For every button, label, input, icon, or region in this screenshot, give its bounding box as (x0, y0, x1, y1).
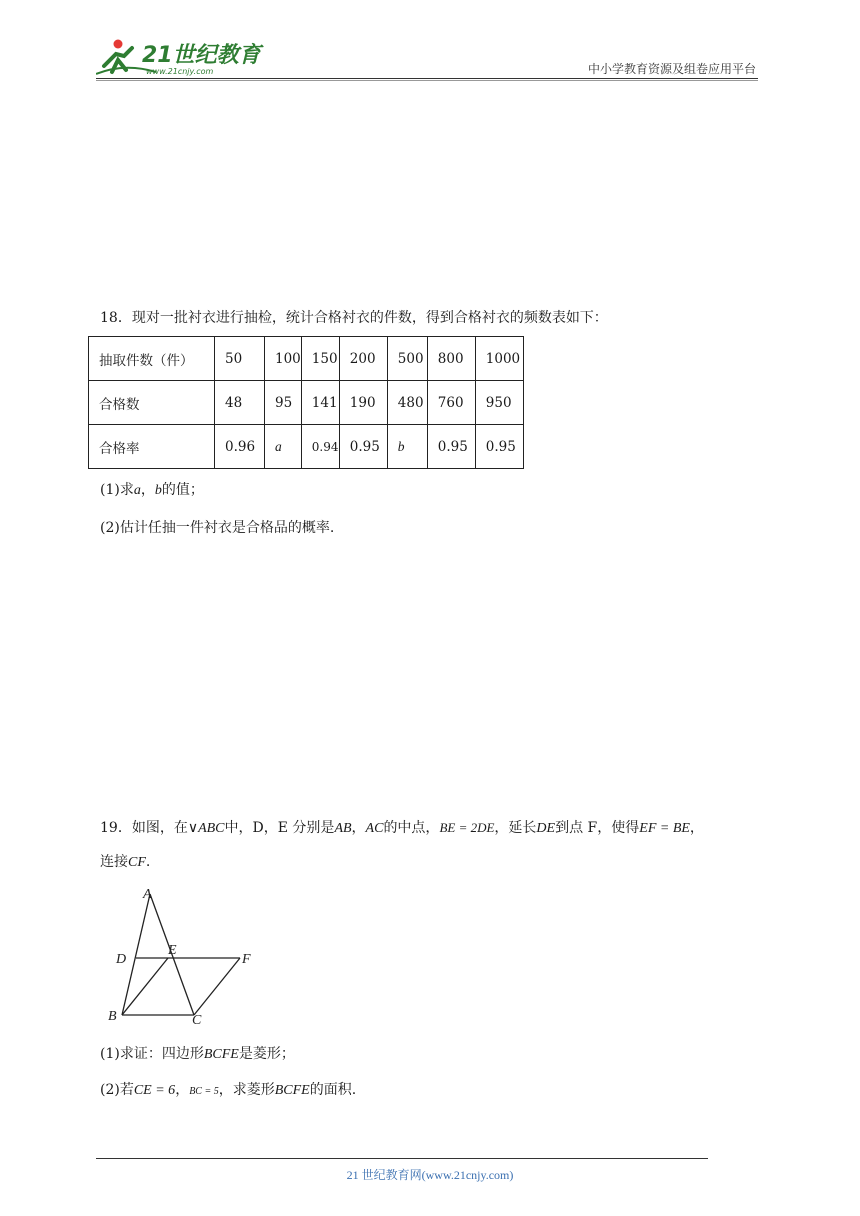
table-cell: 48 (215, 381, 265, 425)
site-logo (96, 36, 266, 76)
table-cell: 合格率 (89, 425, 215, 469)
table-cell: 50 (215, 337, 265, 381)
point-label-d: D (116, 952, 127, 967)
math: ∨ABC (187, 821, 225, 836)
table-cell: 800 (427, 337, 475, 381)
table-cell: 760 (427, 381, 475, 425)
q18-part2: (2)估计任抽一件衬衣是合格品的概率. (100, 520, 335, 536)
q19-part2 (100, 1080, 356, 1102)
text: (2)若 (100, 1082, 134, 1098)
frequency-table (88, 336, 524, 469)
q18-part1 (100, 480, 204, 501)
math: CE = 6 (133, 1083, 176, 1098)
table-cell: 200 (339, 337, 387, 381)
point-label-e: E (168, 943, 177, 958)
point-label-b: B (108, 1009, 117, 1024)
logo-text: 21世纪教育 (142, 43, 261, 68)
math: CF (128, 855, 146, 870)
text: 到点 F，使得 (555, 820, 640, 836)
table-cell: a (265, 425, 302, 469)
table-cell: 95 (265, 381, 302, 425)
q19-line1 (100, 818, 704, 839)
math: BC = 5 (189, 1086, 219, 1097)
table-cell: b (387, 425, 427, 469)
footer-link[interactable]: 21 世纪教育网(www.21cnjy.com) (346, 1168, 514, 1182)
text: ， (140, 482, 155, 498)
geometry-figure (100, 882, 270, 1032)
text: ， (351, 820, 366, 836)
table-row (89, 337, 524, 381)
table-cell: 0.95 (475, 425, 523, 469)
math: DE (536, 821, 556, 836)
math: BCFE (203, 1047, 239, 1062)
text: 是菱形； (238, 1046, 295, 1062)
math: BCFE (274, 1083, 310, 1098)
table-cell: 480 (387, 381, 427, 425)
table-cell: 500 (387, 337, 427, 381)
table-cell: 0.95 (339, 425, 387, 469)
q19-part1 (100, 1044, 295, 1065)
text: ，求菱形 (218, 1082, 275, 1098)
table-cell: 150 (301, 337, 339, 381)
point-label-c: C (192, 1013, 202, 1028)
platform-title: 中小学教育资源及组卷应用平台 (587, 62, 756, 76)
math: AC (365, 821, 384, 836)
table-cell: 抽取件数（件） (89, 337, 215, 381)
logo-url: www.21cnjy.com (146, 67, 214, 76)
table-row (89, 381, 524, 425)
point-label-f: F (242, 952, 251, 967)
math: EF = BE (639, 821, 690, 836)
text: ， (689, 820, 704, 836)
runner-logo-icon (96, 36, 266, 76)
point-label-a: A (143, 887, 152, 902)
text: ，延长 (494, 820, 537, 836)
text: ， (175, 1082, 190, 1098)
table-cell: 0.95 (427, 425, 475, 469)
text: 的中点， (383, 820, 440, 836)
variable-b: b (154, 483, 162, 498)
text: . (145, 854, 151, 870)
text: 中，D，E 分别是 (224, 820, 335, 836)
q19-line2 (100, 852, 150, 873)
header-divider (96, 78, 758, 79)
text: (1)求证：四边形 (100, 1046, 204, 1062)
text: 连接 (100, 854, 128, 870)
segment-cf (194, 958, 240, 1015)
table-cell: 合格数 (89, 381, 215, 425)
table-row (89, 425, 524, 469)
footer-divider (96, 1158, 708, 1159)
text: (1)求 (100, 482, 134, 498)
variable-a: a (133, 483, 141, 498)
text: 的面积. (309, 1082, 357, 1098)
math: AB (334, 821, 352, 836)
table-cell: 141 (301, 381, 339, 425)
table-cell: 950 (475, 381, 523, 425)
table-cell: 1000 (475, 337, 523, 381)
table-cell: 100 (265, 337, 302, 381)
table-cell: 0.96 (215, 425, 265, 469)
text: 的值； (161, 482, 204, 498)
table-cell: 0.94 (301, 425, 339, 469)
q18-intro: 18．现对一批衬衣进行抽检，统计合格衬衣的件数，得到合格衬衣的频数表如下： (100, 310, 608, 326)
table-cell: 190 (339, 381, 387, 425)
math: BE = 2DE (439, 820, 495, 835)
header-divider-thin (96, 80, 758, 81)
text: 19．如图，在 (100, 820, 188, 836)
